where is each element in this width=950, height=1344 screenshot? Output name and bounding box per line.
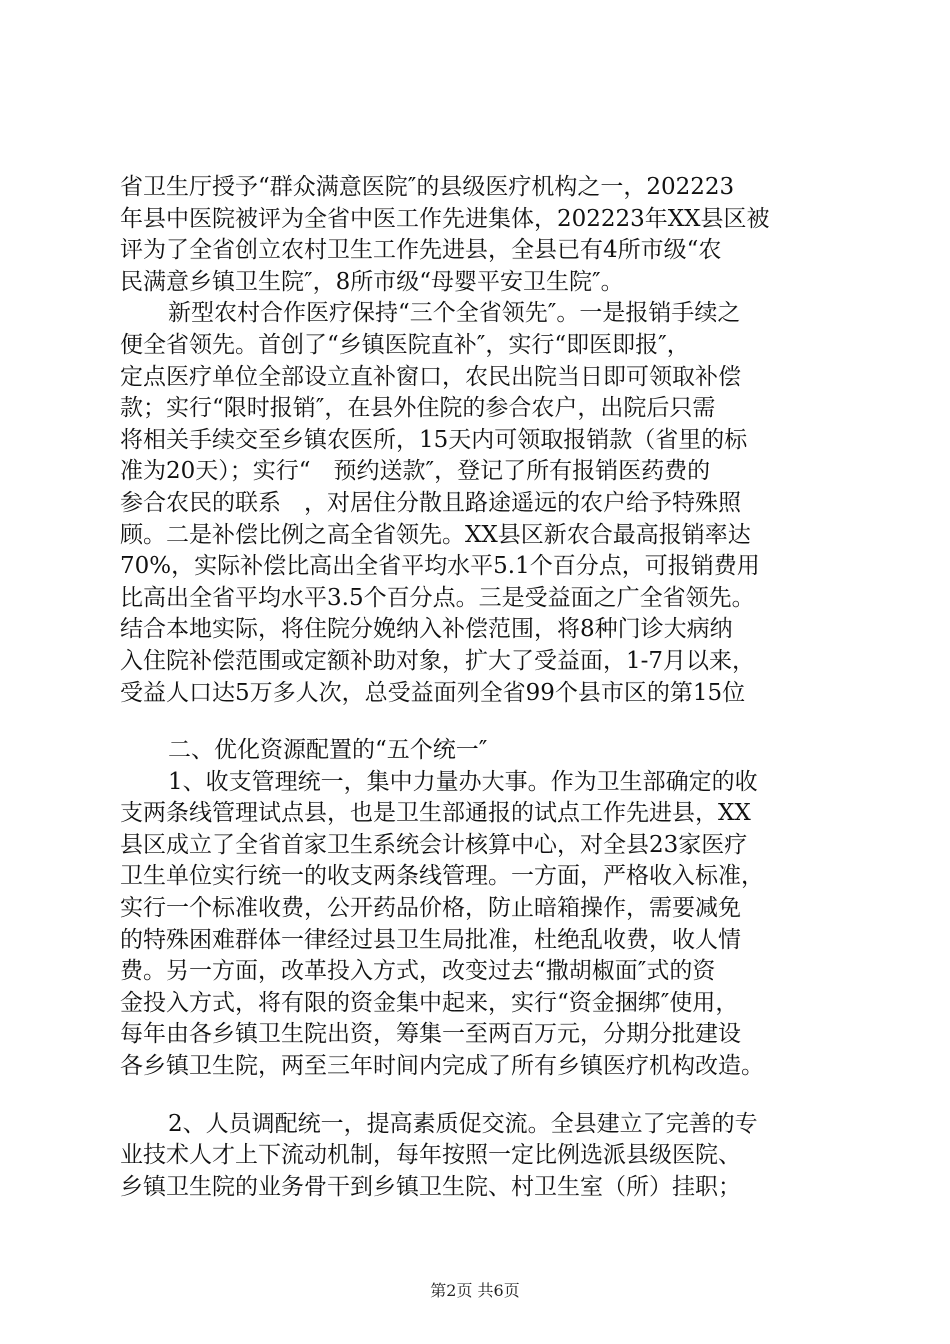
text-line: 的特殊困难群体一律经过县卫生局批准，杜绝乱收费，收人情 xyxy=(120,926,741,953)
paragraph-first-line: 1、收支管理统一，集中力量办大事。作为卫生部确定的收 xyxy=(168,768,758,795)
section-heading: 二、优化资源配置的“五个统一″ xyxy=(168,737,488,764)
text-line: 准为20天）；实行“ 预约送款″，登记了所有报销医药费的 xyxy=(120,458,711,485)
paragraph-gap xyxy=(120,709,832,735)
text-line: 省卫生厅授予“群众满意医院″的县级医疗机构之一，202223 xyxy=(120,174,735,200)
text-line: 70%，实际补偿比高出全省平均水平5.1个百分点，可报销费用 xyxy=(120,553,760,580)
document-body xyxy=(120,172,832,1203)
paragraph-gap xyxy=(120,1083,832,1109)
text-line: 年县中医院被评为全省中医工作先进集体，202223年XX县区被 xyxy=(120,205,770,232)
text-line: 卫生单位实行统一的收支两条线管理。一方面，严格收入标准， xyxy=(120,863,764,890)
text-line: 将相关手续交至乡镇农医所，15天内可领取报销款（省里的标 xyxy=(120,426,748,453)
text-line: 受益人口达5万多人次，总受益面列全省99个县市区的第15位 xyxy=(120,679,746,706)
text-line: 民满意乡镇卫生院″，8所市级“母婴平安卫生院″。 xyxy=(120,268,624,295)
paragraph-first-line: 2、人员调配统一，提高素质促交流。全县建立了完善的专 xyxy=(168,1110,758,1137)
text-line: 每年由各乡镇卫生院出资，筹集一至两百万元，分期分批建设 xyxy=(120,1021,741,1048)
text-line: 结合本地实际，将住院分娩纳入补偿范围，将8种门诊大病纳 xyxy=(120,616,733,643)
text-line: 乡镇卫生院的业务骨干到乡镇卫生院、村卫生室（所）挂职； xyxy=(120,1173,741,1200)
text-line: 县区成立了全省首家卫生系统会计核算中心，对全县23家医疗 xyxy=(120,831,748,858)
page-number-footer: 第2页 共6页 xyxy=(430,1281,520,1300)
text-line: 款；实行“限时报销″，在县外住院的参合农户，出院后只需 xyxy=(120,395,716,422)
paragraph-first-line: 新型农村合作医疗保持“三个全省领先″。一是报销手续之 xyxy=(168,300,741,327)
text-line: 比高出全省平均水平3.5个百分点。三是受益面之广全省领先。 xyxy=(120,584,755,611)
text-line: 便全省领先。首创了“乡镇医院直补″，实行“即医即报″， xyxy=(120,331,690,358)
text-line: 定点医疗单位全部设立直补窗口，农民出院当日即可领取补偿 xyxy=(120,363,741,390)
text-line: 金投入方式，将有限的资金集中起来，实行“资金捆绑″使用， xyxy=(120,989,739,1016)
text-line: 费。另一方面，改革投入方式，改变过去“撒胡椒面″式的资 xyxy=(120,958,716,985)
text-line: 各乡镇卫生院，两至三年时间内完成了所有乡镇医疗机构改造。 xyxy=(120,1053,764,1080)
text-line: 顾。二是补偿比例之高全省领先。XX县区新农合最高报销率达 xyxy=(120,521,751,548)
text-line: 业技术人才上下流动机制，每年按照一定比例选派县级医院、 xyxy=(120,1142,741,1169)
text-line: 实行一个标准收费，公开药品价格，防止暗箱操作，需要减免 xyxy=(120,895,741,922)
text-line: 入住院补偿范围或定额补助对象，扩大了受益面，1-7月以来， xyxy=(120,647,756,674)
text-line: 评为了全省创立农村卫生工作先进县，全县已有4所市级“农 xyxy=(120,237,722,264)
text-line: 参合农民的联系 ，对居住分散且路途遥远的农户给予特殊照 xyxy=(120,489,741,516)
text-line: 支两条线管理试点县，也是卫生部通报的试点工作先进县，XX xyxy=(120,800,751,827)
